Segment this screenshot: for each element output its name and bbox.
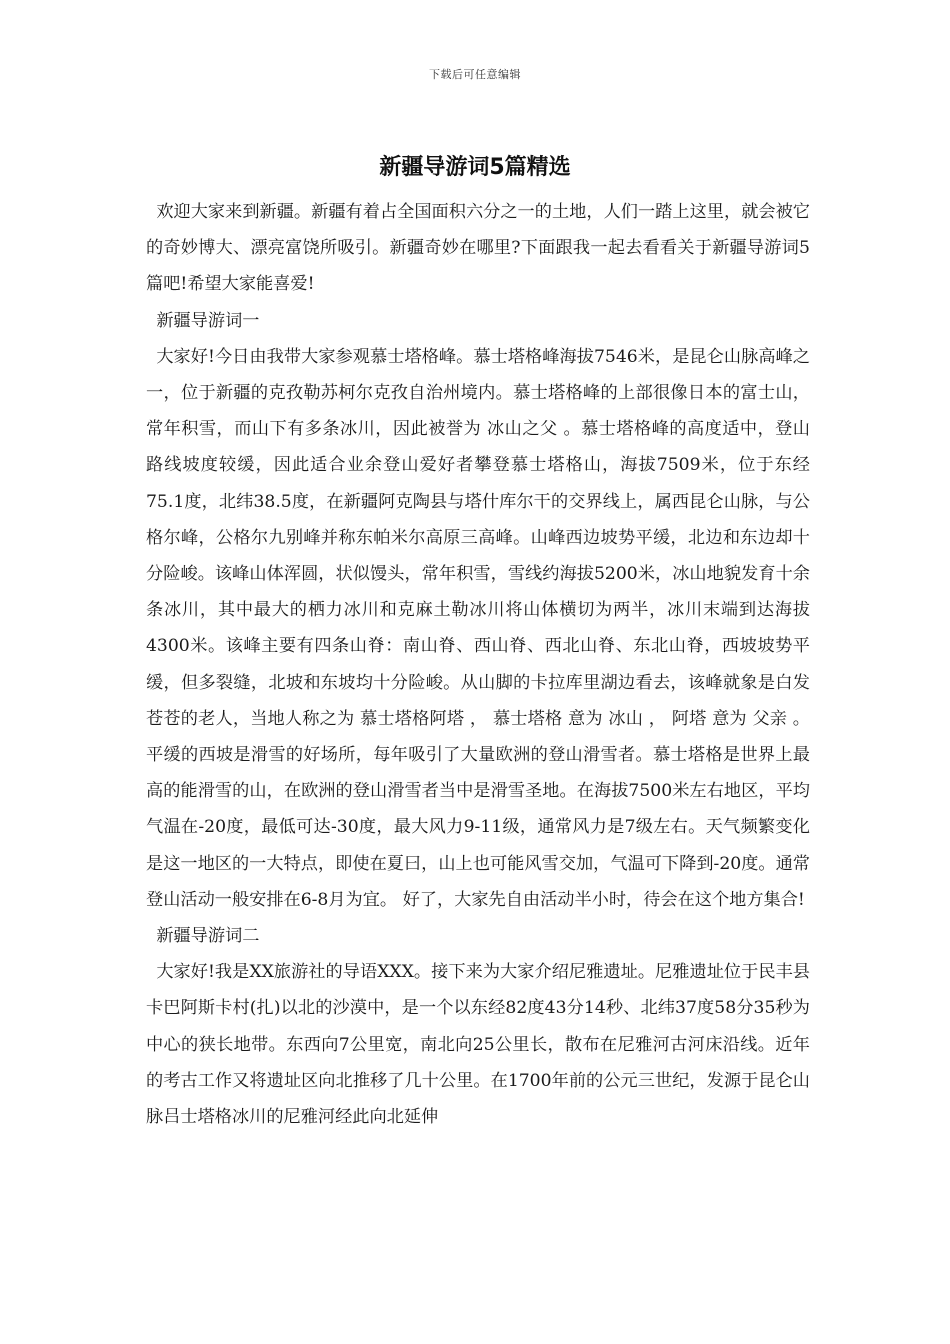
intro-paragraph: 欢迎大家来到新疆。新疆有着占全国面积六分之一的土地，人们一踏上这里，就会被它的奇妙博大、漂亮富饶所吸引。新疆奇妙在哪里?下面跟我一起去看看关于新疆导游词5篇吧!希望大家能喜爱! [146, 202, 810, 295]
document-title: 新疆导游词5篇精选 [379, 155, 571, 180]
section-1-paragraph: 大家好!今日由我带大家参观慕士塔格峰。慕士塔格峰海拔7546米，是昆仑山脉高峰之一，位于新疆的克孜勒苏柯尔克孜自治州境内。慕士塔格峰的上部很像日本的富士山，常年积雪，而山下有多条冰川，因此被誉为 冰山之父 。慕士塔格峰的高度适中，登山路线坡度较缓，因此适合业余登山爱好者攀登慕士塔格山，海拔7509米，位于东经75.1度，北纬38.5度，在新疆阿克陶县与塔什库尔干的交界线上，属西昆仑山脉，与公格尔峰，公格尔九别峰并称东帕米尔高原三高峰。山峰西边坡势平缓，北边和东边却十分险峻。该峰山体浑圆，状似馒头，常年积雪，雪线约海拔5200米，冰山地貌发育十余条冰川，其中最大的栖力冰川和克麻土勒冰川将山体横切为两半，冰川末端到达海拔4300米。该峰主要有四条山脊：南山脊、西山脊、西北山脊、东北山脊，西坡坡势平缓，但多裂缝，北坡和东坡均十分险峻。从山脚的卡拉库里湖边看去，该峰就象是白发苍苍的老人，当地人称之为 慕士塔格阿塔 ， 慕士塔格 意为 冰山 ， 阿塔 意为 父亲 。平缓的西坡是滑雪的好场所，每年吸引了大量欧洲的登山滑雪者。慕士塔格是世界上最高的能滑雪的山，在欧洲的登山滑雪者当中是滑雪圣地。在海拔7500米左右地区，平均气温在-20度，最低可达-30度，最大风力9-11级，通常风力是7级左右。天气频繁变化是这一地区的一大特点，即使在夏曰，山上也可能风雪交加，气温可下降到-20度。通常登山活动一般安排在6-8月为宜。 好了，大家先自由活动半小时，待会在这个地方集合! [146, 346, 810, 910]
section-2-paragraph: 大家好!我是XX旅游社的导语XXX。接下来为大家介绍尼雅遗址。尼雅遗址位于民丰县卡巴阿斯卡村(扎)以北的沙漠中，是一个以东经82度43分14秒、北纬37度58分35秒为中心的狭长地带。东西向7公里宽，南北向25公里长，散布在尼雅河古河床沿线。近年的考古工作又将遗址区向北推移了几十公里。在1700年前的公元三世纪，发源于昆仑山脉吕士塔格冰川的尼雅河经此向北延伸 [146, 962, 810, 1128]
document-body [146, 194, 810, 1135]
section-heading-2: 新疆导游词二 [156, 926, 260, 947]
section-heading-1: 新疆导游词一 [156, 310, 260, 331]
header-note: 下载后可任意编辑 [429, 68, 521, 81]
